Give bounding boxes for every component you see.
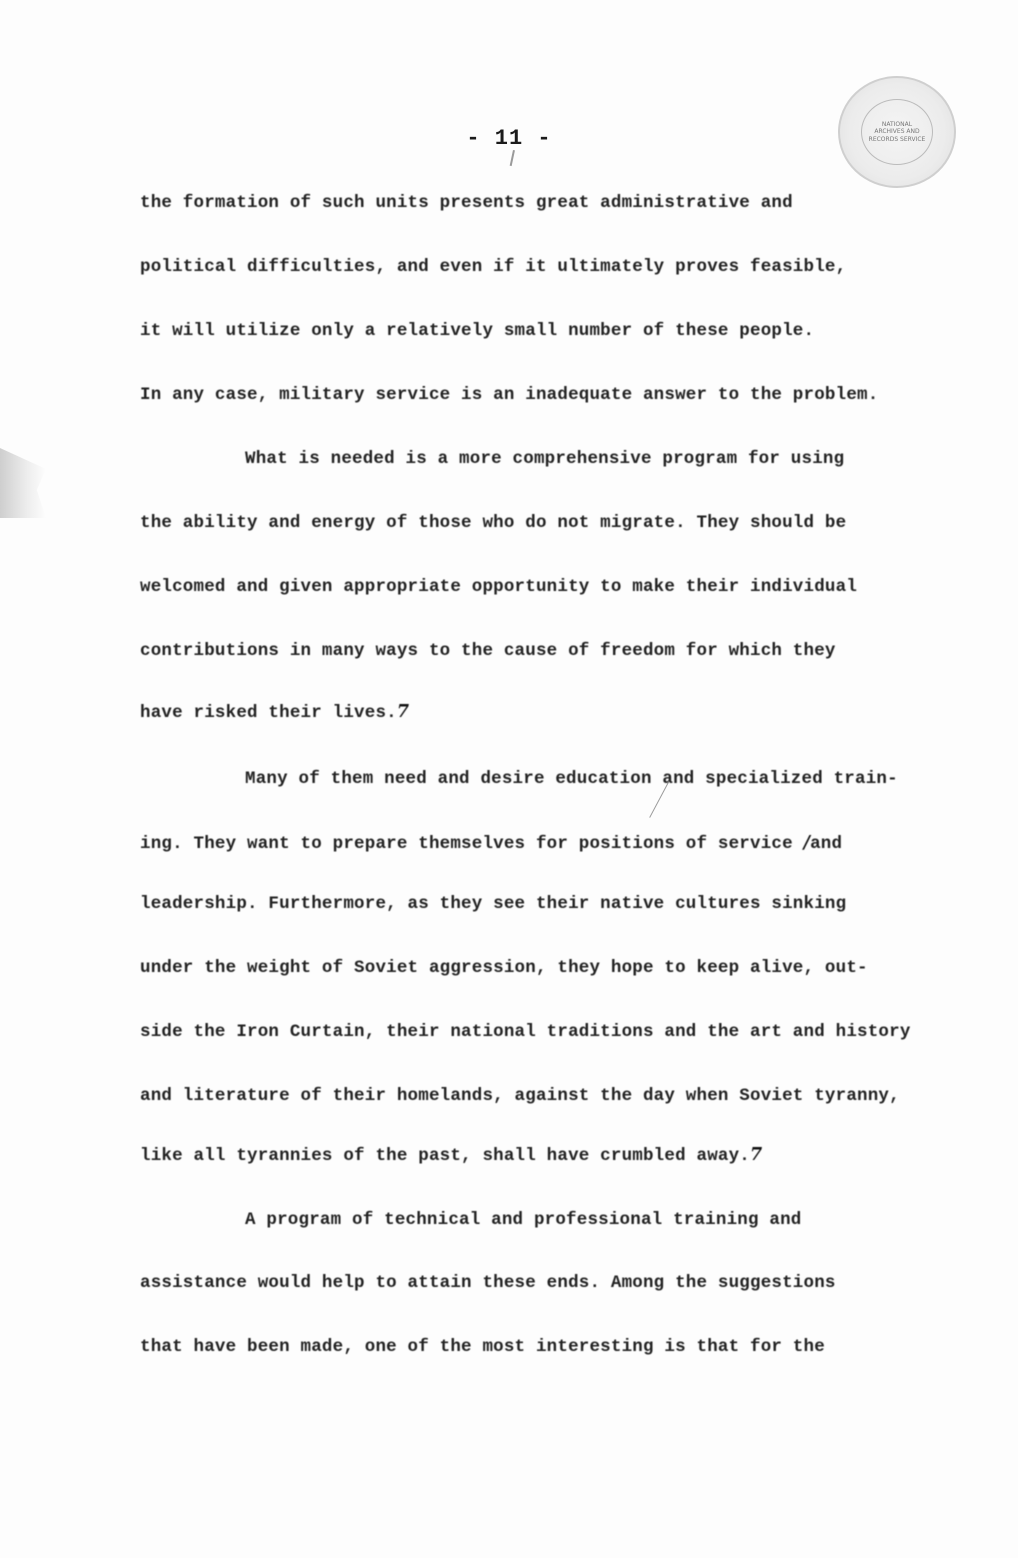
text-line: In any case, military service is an inadequate answer to the problem. [140, 385, 879, 405]
archive-stamp-text: NATIONAL ARCHIVES AND RECORDS SERVICE [868, 121, 926, 143]
pencil-mark-top [510, 150, 515, 166]
text-line: under the weight of Soviet aggression, they hope to keep alive, out- [140, 958, 868, 978]
paper-edge-smudge [0, 448, 46, 518]
text-line-with-mark [140, 833, 842, 854]
text-line: and literature of their homelands, against the day when Soviet tyranny, [140, 1086, 900, 1106]
text-line: contributions in many ways to the cause of freedom for which they [140, 641, 836, 661]
text-line: leadership. Furthermore, as they see their native cultures sinking [140, 894, 847, 914]
edit-open-bracket: / [803, 833, 811, 853]
text-line: like all tyrannies of the past, shall have crumbled away. [140, 1146, 750, 1166]
text-line: ing. They want to prepare themselves for positions of service [140, 834, 793, 854]
edit-bracket-mark: 7 [396, 702, 410, 722]
text-line-last [140, 1145, 762, 1166]
inline-mark-word: and [810, 834, 843, 854]
text-line: the formation of such units presents great administrative and [140, 193, 793, 213]
text-line: have risked their lives. [140, 703, 397, 723]
text-line: Many of them need and desire education and specialized train- [245, 769, 898, 789]
text-line: it will utilize only a relatively small number of these people. [140, 321, 815, 341]
edit-bracket-mark: 7 [750, 1145, 763, 1165]
text-line: A program of technical and professional training and [245, 1210, 802, 1230]
text-line: welcomed and given appropriate opportunity to make their individual [140, 577, 858, 597]
text-line: that have been made, one of the most interesting is that for the [140, 1337, 825, 1357]
text-line: side the Iron Curtain, their national traditions and the art and history [140, 1022, 911, 1042]
text-line: What is needed is a more comprehensive program for using [245, 449, 845, 469]
text-line-last [140, 702, 409, 723]
text-line: the ability and energy of those who do not migrate. They should be [140, 513, 847, 533]
text-line: political difficulties, and even if it ultimately proves feasible, [140, 257, 847, 277]
text-line: assistance would help to attain these ends. Among the suggestions [140, 1273, 836, 1293]
page-number: - 11 - [466, 126, 552, 151]
